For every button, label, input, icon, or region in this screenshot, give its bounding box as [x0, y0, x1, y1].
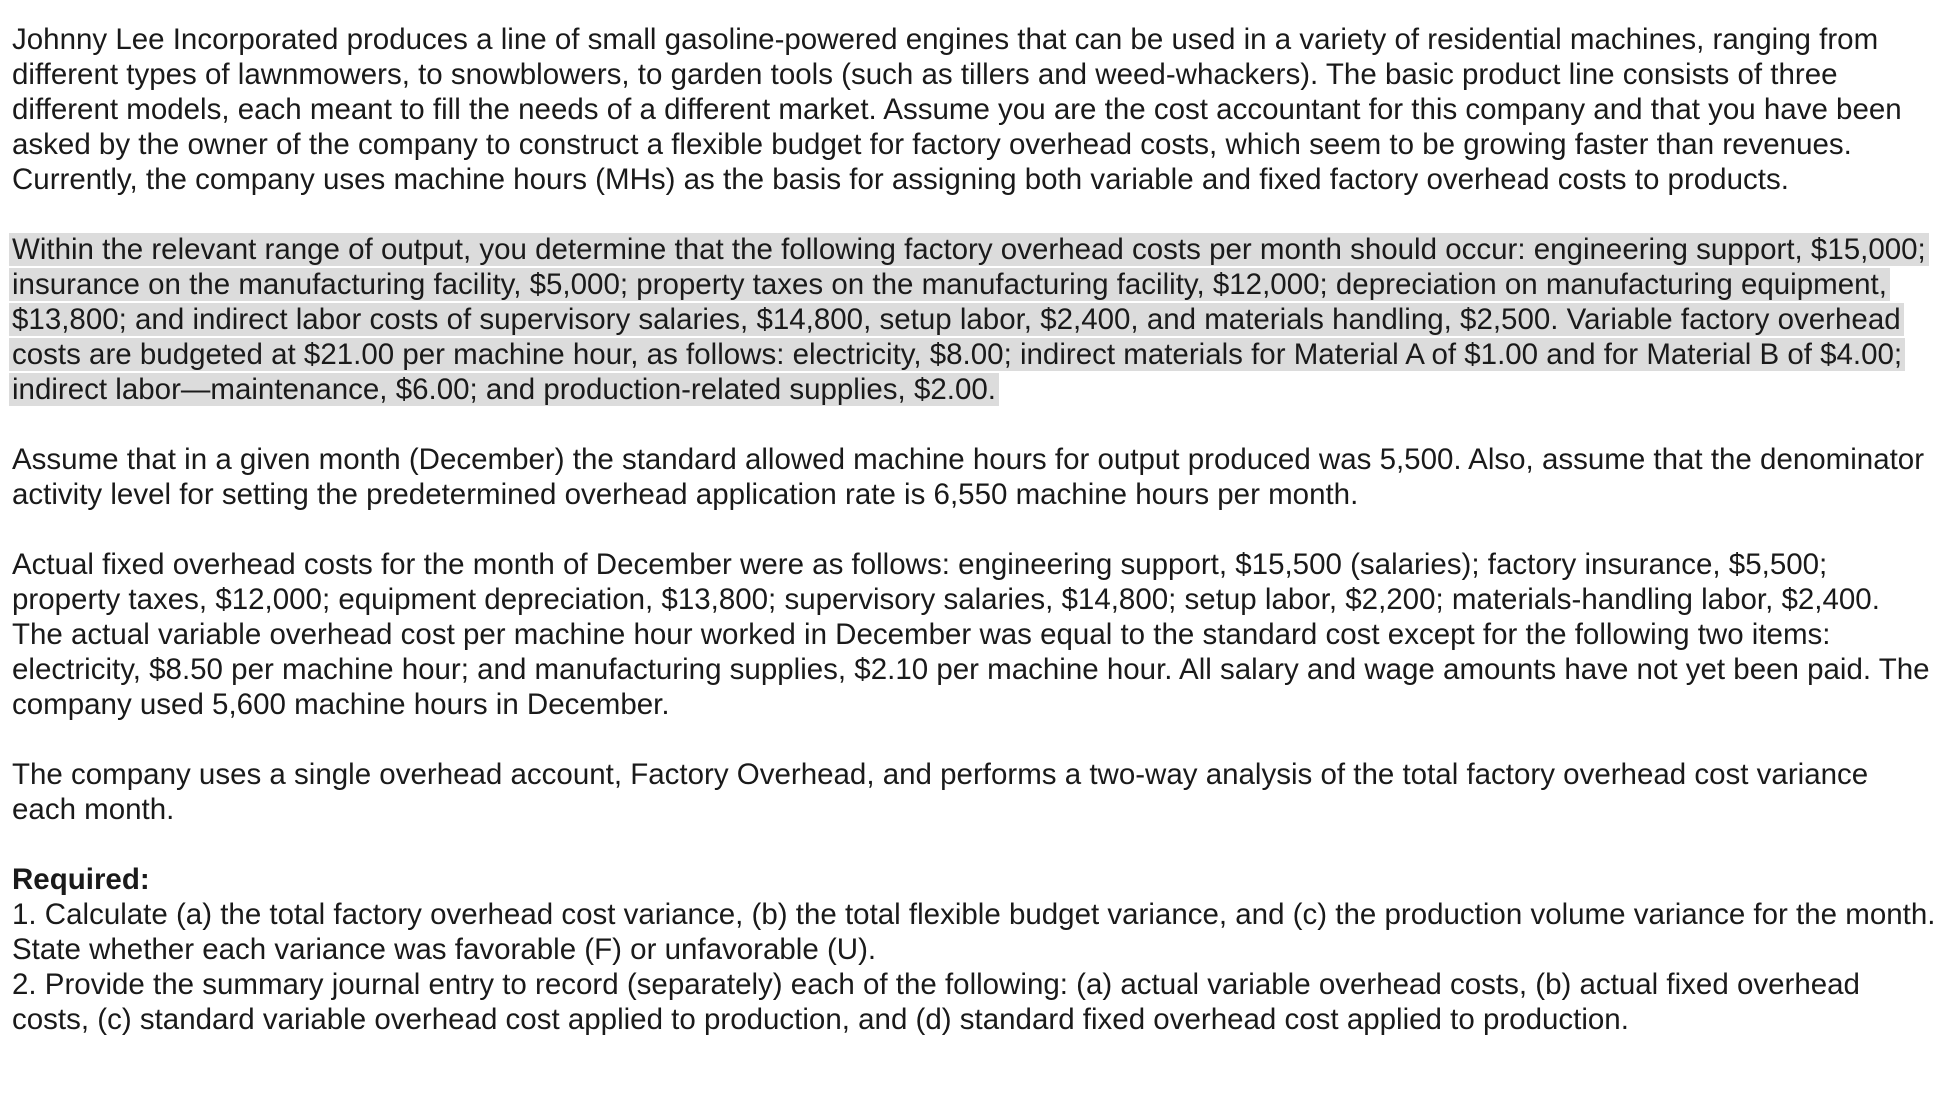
highlighted-text: Within the relevant range of output, you determine that the following factory overhead costs per month should occur: engineering support, $15,000; insurance on the manufacturing facility, $5,000; property taxes on the manufacturing facility, $12,000; depreciation on manufacturing equipment, $13,800; and indirect labor costs of supervisory salaries, $14,800, setup labor, $2,400, and materials handling, $2,500. Variable factory overhead costs are budgeted at $21.00 per machine hour, as follows: electricity, $8.00; indirect materials for Material A of $1.00 and for Material B of $4.00; indirect labor—maintenance, $6.00; and production-related supplies, $2.00. — [9, 233, 1929, 406]
overhead-account-paragraph: The company uses a single overhead account, Factory Overhead, and performs a two-way analysis of the total factory overhead cost variance each month. — [12, 758, 1869, 826]
activity-level-paragraph: Assume that in a given month (December) the standard allowed machine hours for output produced was 5,500. Also, assume that the denominator activity level for setting the predetermined overhead application rate is 6,550 machine hours per month. — [12, 443, 1925, 511]
budgeted-costs-paragraph — [12, 232, 1937, 407]
problem-document — [12, 22, 1937, 1037]
required-item-1: 1. Calculate (a) the total factory overhead cost variance, (b) the total flexible budget variance, and (c) the production volume variance for the month. State whether each variance was favorable (F) or unfavorable (U). — [12, 898, 1936, 966]
required-section — [12, 862, 1937, 1037]
required-heading: Required: — [12, 863, 150, 896]
intro-paragraph: Johnny Lee Incorporated produces a line of small gasoline-powered engines that can be used in a variety of residential machines, ranging from different types of lawnmowers, to snowblowers, to garden tools (such as tillers and weed-whackers). The basic product line consists of three different models, each meant to fill the needs of a different market. Assume you are the cost accountant for this company and that you have been asked by the owner of the company to construct a flexible budget for factory overhead costs, which seem to be growing faster than revenues. Currently, the company uses machine hours (MHs) as the basis for assigning both variable and fixed factory overhead costs to products. — [12, 23, 1902, 196]
required-item-2: 2. Provide the summary journal entry to record (separately) each of the following: (a) actual variable overhead costs, (b) actual fixed overhead costs, (c) standard variable overhead cost applied to production, and (d) standard fixed overhead cost applied to production. — [12, 968, 1860, 1036]
actual-costs-paragraph: Actual fixed overhead costs for the month of December were as follows: engineering support, $15,500 (salaries); factory insurance, $5,500; property taxes, $12,000; equipment depreciation, $13,800; supervisory salaries, $14,800; setup labor, $2,200; materials-handling labor, $2,400. The actual variable overhead cost per machine hour worked in December was equal to the standard cost except for the following two items: electricity, $8.50 per machine hour; and manufacturing supplies, $2.10 per machine hour. All salary and wage amounts have not yet been paid. The company used 5,600 machine hours in December. — [12, 548, 1930, 721]
